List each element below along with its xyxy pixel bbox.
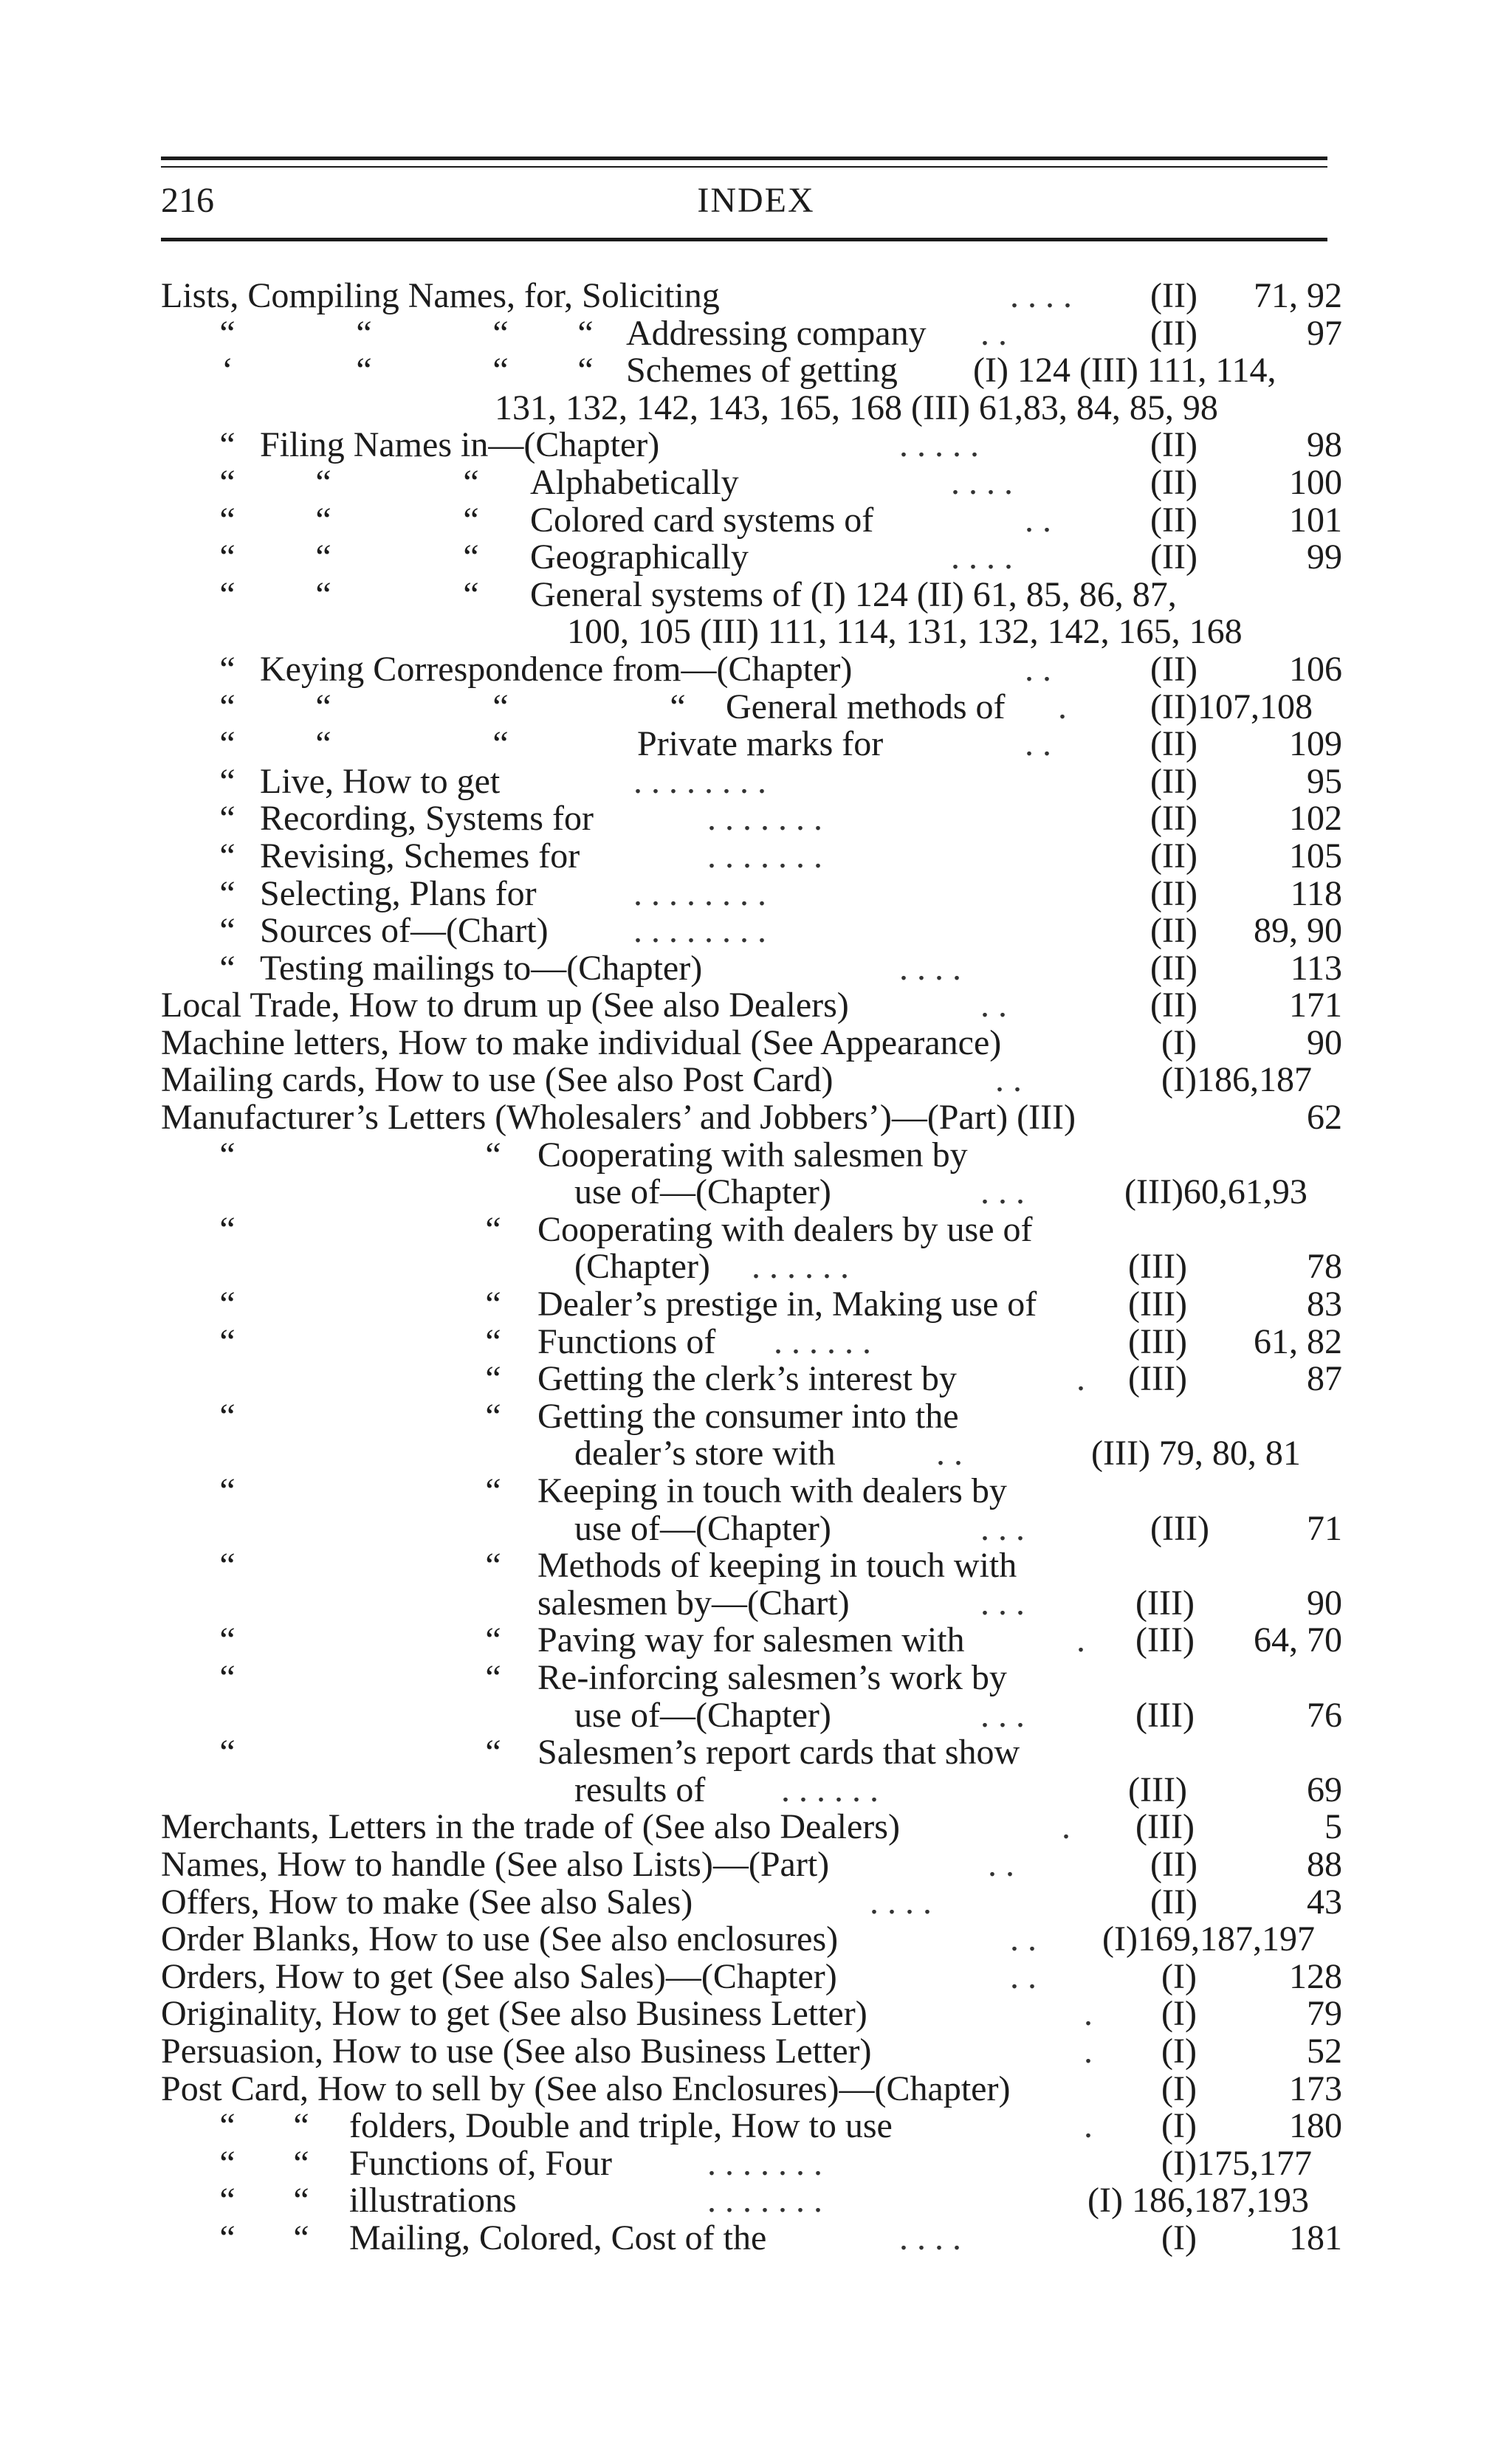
volume-reference: (II) — [1150, 1882, 1197, 1922]
page-reference: 128 — [1289, 1956, 1342, 1996]
volume-reference: (II) — [1150, 836, 1197, 876]
index-line — [161, 2220, 1342, 2258]
entry-text: use of—(Chapter) — [574, 1695, 831, 1735]
index-line — [161, 689, 1342, 726]
index-line — [161, 390, 1342, 427]
index-line — [161, 1361, 1342, 1398]
entry-text: Local Trade, How to drum up (See also Dealers) — [161, 986, 849, 1025]
ditto-mark: “ — [219, 836, 236, 876]
leader-dots: . — [1084, 2106, 1093, 2146]
index-line — [161, 1622, 1342, 1660]
ditto-mark: “ — [219, 911, 236, 951]
ditto-mark: “ — [485, 1396, 501, 1436]
leader-dots: . . . . — [899, 2218, 961, 2258]
leader-dots: . . . . . . . . — [633, 761, 766, 801]
index-line — [161, 1921, 1342, 1959]
leader-dots: . — [1076, 1620, 1085, 1660]
index-line — [161, 539, 1342, 577]
leader-dots: . . . . — [899, 948, 961, 988]
ditto-mark: “ — [219, 462, 236, 502]
leader-dots: . — [1084, 1994, 1093, 2034]
entry-text: Orders, How to get (See also Sales)—(Chapter) — [161, 1956, 837, 1996]
entry-text: Sources of—(Chart) — [260, 911, 549, 951]
entry-text: Re-inforcing salesmen’s work by — [537, 1657, 1007, 1697]
index-line — [161, 1772, 1342, 1809]
entry-text: Manufacturer’s Letters (Wholesalers’ and Jobbers’)—(Part) (III) — [161, 1098, 1076, 1138]
ditto-mark: “ — [463, 500, 479, 540]
volume-reference: (III) — [1128, 1770, 1187, 1809]
ditto-mark: “ — [463, 574, 479, 614]
entry-text: Live, How to get — [260, 761, 501, 801]
volume-reference: (III) — [1135, 1807, 1195, 1847]
page-reference: 105 — [1289, 836, 1342, 876]
ditto-mark: “ — [219, 313, 236, 353]
entry-text: Cooperating with dealers by use of — [537, 1209, 1033, 1249]
page-reference: 88 — [1307, 1844, 1342, 1884]
page-reference: 106 — [1289, 649, 1342, 689]
entry-text: Testing mailings to—(Chapter) — [260, 948, 703, 988]
leader-dots: . . — [980, 313, 1007, 353]
volume-reference: (II) — [1150, 537, 1197, 577]
ditto-mark: “ — [219, 1657, 236, 1697]
ditto-mark: “ — [219, 873, 236, 913]
entry-text: Order Blanks, How to use (See also enclosures) — [161, 1919, 839, 1959]
ditto-mark: “ — [315, 687, 331, 726]
entry-text: Functions of, Four — [349, 2143, 613, 2183]
entry-text: General systems of (I) 124 (II) 61, 85, 86, 87, — [530, 574, 1177, 614]
top-double-rule — [161, 157, 1327, 168]
volume-reference: (III) 79, 80, 81 — [1091, 1434, 1301, 1474]
page-reference: 171 — [1289, 986, 1342, 1025]
ditto-mark: “ — [356, 351, 372, 391]
entry-text: Mailing cards, How to use (See also Post Card) — [161, 1060, 834, 1100]
page-reference: 102 — [1289, 799, 1342, 839]
entry-text: Methods of keeping in touch with — [537, 1546, 1017, 1586]
volume-reference: (III) — [1128, 1321, 1187, 1361]
ditto-mark: “ — [219, 761, 236, 801]
entry-text: Revising, Schemes for — [260, 836, 580, 876]
volume-reference: (II) — [1150, 873, 1197, 913]
leader-dots: . . — [1025, 649, 1051, 689]
volume-reference: (II) — [1150, 313, 1197, 353]
ditto-mark: “ — [219, 948, 236, 988]
volume-reference: (I) — [1161, 2106, 1197, 2146]
index-line — [161, 1884, 1342, 1922]
volume-reference: (II) — [1150, 948, 1197, 988]
ditto-mark: “ — [485, 1620, 501, 1660]
volume-reference: (I) 186,187,193 — [1087, 2181, 1309, 2221]
page-number: 216 — [161, 181, 214, 220]
volume-reference: (II) — [1150, 724, 1197, 764]
index-line — [161, 1995, 1342, 2033]
page-reference: 62 — [1307, 1098, 1342, 1138]
page-reference: 98 — [1307, 425, 1342, 465]
ditto-mark: “ — [485, 1546, 501, 1586]
entry-text: 131, 132, 142, 143, 165, 168 (III) 61,83, 84, 85, 98 — [495, 388, 1218, 427]
entry-text: Colored card systems of — [530, 500, 874, 540]
ditto-mark: “ — [219, 1135, 236, 1175]
index-line — [161, 2182, 1342, 2220]
volume-reference: (III) — [1135, 1583, 1195, 1623]
index-line — [161, 1585, 1342, 1623]
leader-dots: . . — [936, 1434, 963, 1474]
index-line — [161, 1956, 1342, 1996]
ditto-mark: “ — [293, 2106, 309, 2146]
index-line — [161, 1099, 1342, 1137]
leader-dots: . . — [980, 986, 1007, 1025]
index-line — [161, 352, 1342, 390]
leader-dots: . — [1062, 1807, 1071, 1847]
index-line — [161, 800, 1342, 838]
ditto-mark: “ — [485, 1471, 501, 1510]
page-reference: 87 — [1307, 1359, 1342, 1399]
entry-text: Machine letters, How to make individual (See Appearance) — [161, 1022, 1002, 1062]
entry-text: Originality, How to get (See also Business Letter) — [161, 1994, 867, 2034]
entry-text: Functions of — [537, 1321, 716, 1361]
index-line — [161, 1286, 1342, 1324]
page-reference: 180 — [1289, 2106, 1342, 2146]
page-reference: 118 — [1290, 873, 1342, 913]
index-line — [161, 278, 1342, 315]
page-reference: 90 — [1307, 1022, 1342, 1062]
ditto-mark: “ — [219, 2106, 236, 2146]
ditto-mark: “ — [463, 537, 479, 577]
ditto-mark: “ — [577, 313, 594, 353]
index-line — [161, 2033, 1342, 2071]
ditto-mark: “ — [219, 1209, 236, 1249]
volume-reference: (I)169,187,197 — [1102, 1919, 1315, 1959]
entry-text: Persuasion, How to use (See also Business Letter) — [161, 2031, 872, 2071]
ditto-mark: “ — [219, 1471, 236, 1510]
index-line — [161, 1846, 1342, 1884]
index-entries — [161, 278, 1342, 2257]
entry-text: General methods of — [726, 687, 1006, 726]
ditto-mark: “ — [315, 724, 331, 764]
page-reference: 99 — [1307, 537, 1342, 577]
page-reference: 89, 90 — [1254, 911, 1342, 951]
volume-reference: (II) — [1150, 761, 1197, 801]
entry-text: Names, How to handle (See also Lists)—(Part) — [161, 1844, 830, 1884]
ditto-mark: “ — [492, 687, 509, 726]
leader-dots: . . — [1010, 1919, 1037, 1959]
ditto-mark: “ — [219, 500, 236, 540]
index-line — [161, 427, 1342, 464]
index-line — [161, 1321, 1342, 1361]
volume-reference: (III) — [1150, 1508, 1209, 1548]
ditto-mark: “ — [219, 537, 236, 577]
page-reference: 71, 92 — [1254, 276, 1342, 315]
page-reference: 173 — [1289, 2069, 1342, 2108]
page-reference: 95 — [1307, 761, 1342, 801]
volume-reference: (I) 124 (III) 111, 114, — [973, 351, 1276, 391]
volume-reference: (II) — [1150, 500, 1197, 540]
volume-reference: (II) — [1150, 276, 1197, 315]
ditto-mark: “ — [485, 1209, 501, 1249]
volume-reference: (II) — [1150, 649, 1197, 689]
ditto-mark: “ — [492, 313, 509, 353]
index-line — [161, 950, 1342, 988]
volume-reference: (II) — [1150, 1844, 1197, 1884]
leader-dots: . . . — [980, 1695, 1025, 1735]
leader-dots: . . . . — [1010, 276, 1072, 315]
entry-text: Post Card, How to sell by (See also Enclosures)—(Chapter) — [161, 2069, 1011, 2108]
entry-text: Dealer’s prestige in, Making use of — [537, 1285, 1037, 1324]
index-line — [161, 1657, 1342, 1697]
ditto-mark: “ — [485, 1359, 501, 1399]
ditto-mark: “ — [219, 2143, 236, 2183]
index-line — [161, 613, 1342, 651]
leader-dots: . . . . . . . — [707, 836, 822, 876]
volume-reference: (III) — [1135, 1695, 1195, 1735]
ditto-mark: “ — [577, 351, 594, 391]
index-line — [161, 2145, 1342, 2183]
ditto-mark: “ — [485, 1657, 501, 1697]
volume-reference: (III) — [1128, 1359, 1187, 1399]
leader-dots: . . . . . . . — [707, 2143, 822, 2183]
volume-reference: (II) — [1150, 462, 1197, 502]
ditto-mark: “ — [485, 1285, 501, 1324]
ditto-mark: “ — [485, 1135, 501, 1175]
ditto-mark: “ — [219, 1546, 236, 1586]
ditto-mark: “ — [485, 1733, 501, 1772]
page-reference: 61, 82 — [1254, 1321, 1342, 1361]
running-head-title: INDEX — [697, 181, 815, 220]
volume-reference: (I)175,177 — [1161, 2143, 1312, 2183]
entry-text: Geographically — [530, 537, 749, 577]
leader-dots: . . . . — [951, 462, 1013, 502]
leader-dots: . . . . — [951, 537, 1013, 577]
leader-dots: . . — [1010, 1956, 1037, 1996]
entry-text: Lists, Compiling Names, for, Soliciting — [161, 276, 720, 315]
entry-text: Schemes of getting — [626, 351, 898, 391]
leader-dots: . . . . . . . — [707, 799, 822, 839]
index-line — [161, 1174, 1342, 1211]
leader-dots: . . . . — [870, 1882, 932, 1922]
page-reference: 181 — [1289, 2218, 1342, 2258]
page-reference: 78 — [1307, 1247, 1342, 1287]
ditto-mark: “ — [463, 462, 479, 502]
ditto-mark: “ — [492, 724, 509, 764]
ditto-mark: “ — [219, 574, 236, 614]
page-reference: 52 — [1307, 2031, 1342, 2071]
index-line — [161, 1473, 1342, 1510]
ditto-mark: “ — [315, 574, 331, 614]
ditto-mark: “ — [219, 1620, 236, 1660]
index-line — [161, 912, 1342, 950]
index-line — [161, 464, 1342, 502]
leader-dots: . — [1084, 2031, 1093, 2071]
index-line — [161, 1062, 1342, 1099]
index-line — [161, 651, 1342, 689]
index-line — [161, 763, 1342, 801]
entry-text: Merchants, Letters in the trade of (See also Dealers) — [161, 1807, 900, 1847]
entry-text: Getting the clerk’s interest by — [537, 1359, 957, 1399]
entry-text: folders, Double and triple, How to use — [349, 2106, 893, 2146]
volume-reference: (I)186,187 — [1161, 1060, 1312, 1100]
index-line — [161, 2108, 1342, 2145]
ditto-mark: “ — [293, 2181, 309, 2221]
leader-dots: . . . — [980, 1583, 1025, 1623]
ditto-mark: “ — [315, 500, 331, 540]
leader-dots: . . . . . . . . — [633, 873, 766, 913]
volume-reference: (II) — [1150, 799, 1197, 839]
page-reference: 83 — [1307, 1285, 1342, 1324]
page-reference: 71 — [1307, 1508, 1342, 1548]
ditto-mark: “ — [219, 649, 236, 689]
volume-reference: (III) — [1135, 1620, 1195, 1660]
index-line — [161, 574, 1342, 614]
index-line — [161, 838, 1342, 876]
index-line — [161, 1734, 1342, 1772]
entry-text: (Chapter) — [574, 1247, 710, 1287]
volume-reference: (III) — [1128, 1285, 1187, 1324]
leader-dots: . . . . . . — [774, 1321, 871, 1361]
entry-text: Cooperating with salesmen by — [537, 1135, 968, 1175]
ditto-mark: “ — [219, 1321, 236, 1361]
index-line — [161, 987, 1342, 1025]
entry-text: Paving way for salesmen with — [537, 1620, 965, 1660]
entry-text: illustrations — [349, 2181, 517, 2221]
ditto-mark: “ — [219, 425, 236, 465]
entry-text: Getting the consumer into the — [537, 1396, 959, 1436]
index-line — [161, 1211, 1342, 1249]
index-line — [161, 1547, 1342, 1585]
entry-text: Filing Names in—(Chapter) — [260, 425, 660, 465]
page-reference: 90 — [1307, 1583, 1342, 1623]
ditto-mark: “ — [219, 2218, 236, 2258]
ditto-mark: “ — [670, 687, 686, 726]
volume-reference: (I) — [1161, 1956, 1197, 1996]
leader-dots: . . . . . . . — [707, 2181, 822, 2221]
ditto-mark: “ — [356, 313, 372, 353]
index-line — [161, 1510, 1342, 1548]
volume-reference: (II) — [1150, 986, 1197, 1025]
leader-dots: . . . . . . — [752, 1247, 849, 1287]
ditto-mark: “ — [315, 537, 331, 577]
page-reference: 76 — [1307, 1695, 1342, 1735]
volume-reference: (III) — [1128, 1247, 1187, 1287]
leader-dots: . . — [1025, 500, 1051, 540]
entry-text: Offers, How to make (See also Sales) — [161, 1882, 693, 1922]
index-line — [161, 315, 1342, 353]
entry-text: Mailing, Colored, Cost of the — [349, 2218, 767, 2258]
ditto-mark: “ — [219, 1285, 236, 1324]
volume-reference: (I) — [1161, 2218, 1197, 2258]
index-line — [161, 1809, 1342, 1846]
entry-text: dealer’s store with — [574, 1434, 836, 1474]
entry-text: Selecting, Plans for — [260, 873, 537, 913]
ditto-mark: “ — [219, 724, 236, 764]
leader-dots: . . . — [980, 1172, 1025, 1212]
page-reference: 100 — [1289, 462, 1342, 502]
volume-reference: (I) — [1161, 1994, 1197, 2034]
index-line — [161, 1697, 1342, 1735]
entry-text: Private marks for — [637, 724, 884, 764]
entry-text: Keying Correspondence from—(Chapter) — [260, 649, 853, 689]
entry-text: salesmen by—(Chart) — [537, 1583, 850, 1623]
page-reference: 101 — [1289, 500, 1342, 540]
volume-reference: (I) — [1161, 1022, 1197, 1062]
entry-text: results of — [574, 1770, 706, 1809]
volume-reference: (I) — [1161, 2031, 1197, 2071]
entry-text: use of—(Chapter) — [574, 1172, 831, 1212]
ditto-mark: “ — [219, 799, 236, 839]
index-line — [161, 726, 1342, 763]
ditto-mark: “ — [219, 2181, 236, 2221]
index-line — [161, 1398, 1342, 1436]
page-reference: 97 — [1307, 313, 1342, 353]
page-reference: 69 — [1307, 1770, 1342, 1809]
leader-dots: . — [1076, 1359, 1085, 1399]
ditto-mark: “ — [219, 1733, 236, 1772]
leader-dots: . . — [1025, 724, 1051, 764]
page-reference: 113 — [1290, 948, 1342, 988]
leader-dots: . . — [988, 1844, 1014, 1884]
volume-reference: (II)107,108 — [1150, 687, 1313, 726]
ditto-mark: “ — [492, 351, 509, 391]
volume-reference: (II) — [1150, 425, 1197, 465]
page-reference: 109 — [1289, 724, 1342, 764]
leader-dots: . . . . . — [899, 425, 979, 465]
leader-dots: . — [1058, 687, 1067, 726]
leader-dots: . . . . . . . . — [633, 911, 766, 951]
volume-reference: (III)60,61,93 — [1124, 1172, 1307, 1212]
index-line — [161, 1248, 1342, 1286]
index-line — [161, 873, 1342, 913]
index-line — [161, 2071, 1342, 2108]
ditto-mark: “ — [219, 1396, 236, 1436]
page-reference: 5 — [1324, 1807, 1342, 1847]
ditto-mark: “ — [293, 2143, 309, 2183]
index-line — [161, 502, 1342, 540]
entry-text: Recording, Systems for — [260, 799, 594, 839]
page-reference: 79 — [1307, 1994, 1342, 2034]
volume-reference: (I) — [1161, 2069, 1197, 2108]
leader-dots: . . . — [980, 1508, 1025, 1548]
ditto-mark: “ — [315, 462, 331, 502]
index-line — [161, 1137, 1342, 1175]
ditto-mark: “ — [293, 2218, 309, 2258]
header-rule — [161, 238, 1327, 241]
volume-reference: (II) — [1150, 911, 1197, 951]
ditto-mark: “ — [219, 687, 236, 726]
entry-text: 100, 105 (III) 111, 114, 131, 132, 142, 165, 168 — [567, 612, 1243, 652]
page-reference: 64, 70 — [1254, 1620, 1342, 1660]
index-line — [161, 1022, 1342, 1062]
entry-text: Salesmen’s report cards that show — [537, 1733, 1020, 1772]
leader-dots: . . — [995, 1060, 1022, 1100]
entry-text: Addressing company — [626, 313, 927, 353]
entry-text: Keeping in touch with dealers by — [537, 1471, 1007, 1510]
ditto-mark: ‘ — [221, 351, 233, 391]
index-line — [161, 1435, 1342, 1473]
entry-text: Alphabetically — [530, 462, 739, 502]
page-reference: 43 — [1307, 1882, 1342, 1922]
leader-dots: . . . . . . — [781, 1770, 879, 1809]
ditto-mark: “ — [485, 1321, 501, 1361]
entry-text: use of—(Chapter) — [574, 1508, 831, 1548]
